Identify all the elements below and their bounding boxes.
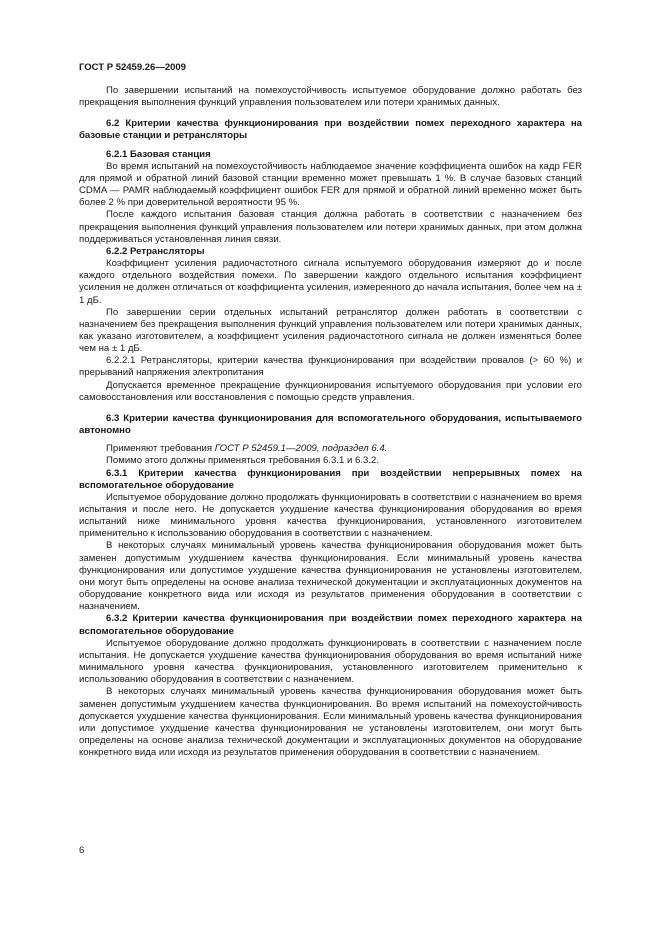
reference-gost-52459-1: ГОСТ Р 52459.1—2009, подраздел 6.4.: [214, 443, 388, 455]
subsection-heading-6-2-1: 6.2.1 Базовая станция: [106, 148, 211, 160]
paragraph-6-3-a: [79, 443, 582, 455]
paragraph-6-3-b: Помимо этого должны применяться требования 6.3.1 и 6.3.2.: [106, 455, 379, 467]
paragraph-6-3-2-b: В некоторых случаях минимальный уровень качества функционирования оборудования может быть заменен допустимым ухудшением качества функционирования. Во время испытаний на помехоустойчивость допускается ухудшение качества функционирования. Если минимальный уровень качества функционирования или допустимое ухудшение качества функционирования не установлены изготовителем, они могут быть определены на основе анализа технической документации и эксплуатационных документов на оборудование конкретного вида или исходя из результатов применения оборудования в соответствии с назначением.: [79, 686, 582, 759]
section-heading-6-3: 6.3 Критерии качества функционирования для вспомогательного оборудования, испытываемого автономно: [79, 412, 582, 437]
paragraph-6-2-1-b: После каждого испытания базовая станция должна работать в соответствии с назначением без прекращения выполнения функций управления пользователем или потери хранимых данных, при этом должна поддерживаться установленная линия связи.: [79, 209, 582, 245]
paragraph-6-3-a-text: Применяют требования: [106, 443, 215, 455]
paragraph-6-2-2-b: По завершении серии отдельных испытаний ретранслятор должен работать в соответствии с назначением без прекращения выполнения функций управления пользователем или потери хранимых данных, как указано изготовителем, а коэффициент усиления радиочастотного сигнала не должен изменяться более чем на ± 1 дБ.: [79, 306, 582, 355]
subsection-heading-6-3-1: 6.3.1 Критерии качества функционирования при воздействии непрерывных помех на вспомогательное оборудование: [79, 467, 582, 491]
paragraph-6-2-2-1-b: Допускается временное прекращение функционирования испытуемого оборудования при условии его самовосстановления или восстановления с помощью средств управления.: [79, 379, 582, 403]
paragraph-6-3-1-b: В некоторых случаях минимальный уровень качества функционирования оборудования может быть заменен допустимым ухудшением качества функционирования. Если минимальный уровень качества функционирования или допустимое ухудшение качества функционирования не установлены изготовителем, они могут быть определены на основе анализа технической документации и эксплуатационных документов на оборудование конкретного вида или исходя из результатов применения оборудования в соответствии с назначением.: [79, 540, 582, 613]
paragraph-6-2-2-1: 6.2.2.1 Ретрансляторы, критерии качества функционирования при воздействии провалов (> 60 %) и прерываний напряжения электропитания: [79, 355, 582, 379]
section-heading-6-2: 6.2 Критерии качества функционирования при воздействии помех переходного характера на базовые станции и ретрансляторы: [79, 118, 582, 142]
paragraph-intro: По завершении испытаний на помехоустойчивость испытуемое оборудование должно работать без прекращения выполнения функций управления пользователем или потери хранимых данных.: [79, 85, 582, 109]
document-code-header: ГОСТ Р 52459.26—2009: [79, 62, 186, 73]
paragraph-6-3-2-a: Испытуемое оборудование должно продолжать функционировать в соответствии с назначением после испытания. Не допускается ухудшение качества функционирования оборудования во время испытаний ниже минимального уровня качества функционирования, установленного изготовителем применительно к использованию оборудования в соответствии с назначением.: [79, 637, 582, 686]
subsection-heading-6-3-2: 6.3.2 Критерии качества функционирования при воздействии помех переходного характера на вспомогательное оборудование: [79, 613, 582, 637]
paragraph-6-3-1-a: Испытуемое оборудование должно продолжать функционировать в соответствии с назначением во время испытания и после него. Не допускается ухудшение качества функционирования оборудования во время испытаний ниже минимального уровня качества функционирования, установленного изготовителем применительно к использованию оборудования в соответствии с назначением.: [79, 491, 582, 540]
page-number: 6: [79, 845, 85, 856]
page-body: [79, 85, 582, 759]
paragraph-6-2-2-a: Коэффициент усиления радиочастотного сигнала испытуемого оборудования измеряют до и после каждого отдельного воздействия помехи. По завершении каждого отдельного испытания коэффициент усиления не должен отличаться от коэффициента усиления, измеренного до начала испытания, более чем на ± 1 дБ.: [79, 258, 582, 306]
subsection-heading-6-2-2: 6.2.2 Ретрансляторы: [106, 245, 205, 257]
paragraph-6-2-1-a: Во время испытаний на помехоустойчивость наблюдаемое значение коэффициента ошибок на кадр FER для прямой и обратной линий базовой станции временно может превышать 1 %. В случае базовых станций CDMA — PAMR наблюдаемый коэффициент ошибок FER для прямой и обратной линий временно может быть более 2 % при доверительной вероятности 95 %.: [79, 160, 582, 209]
